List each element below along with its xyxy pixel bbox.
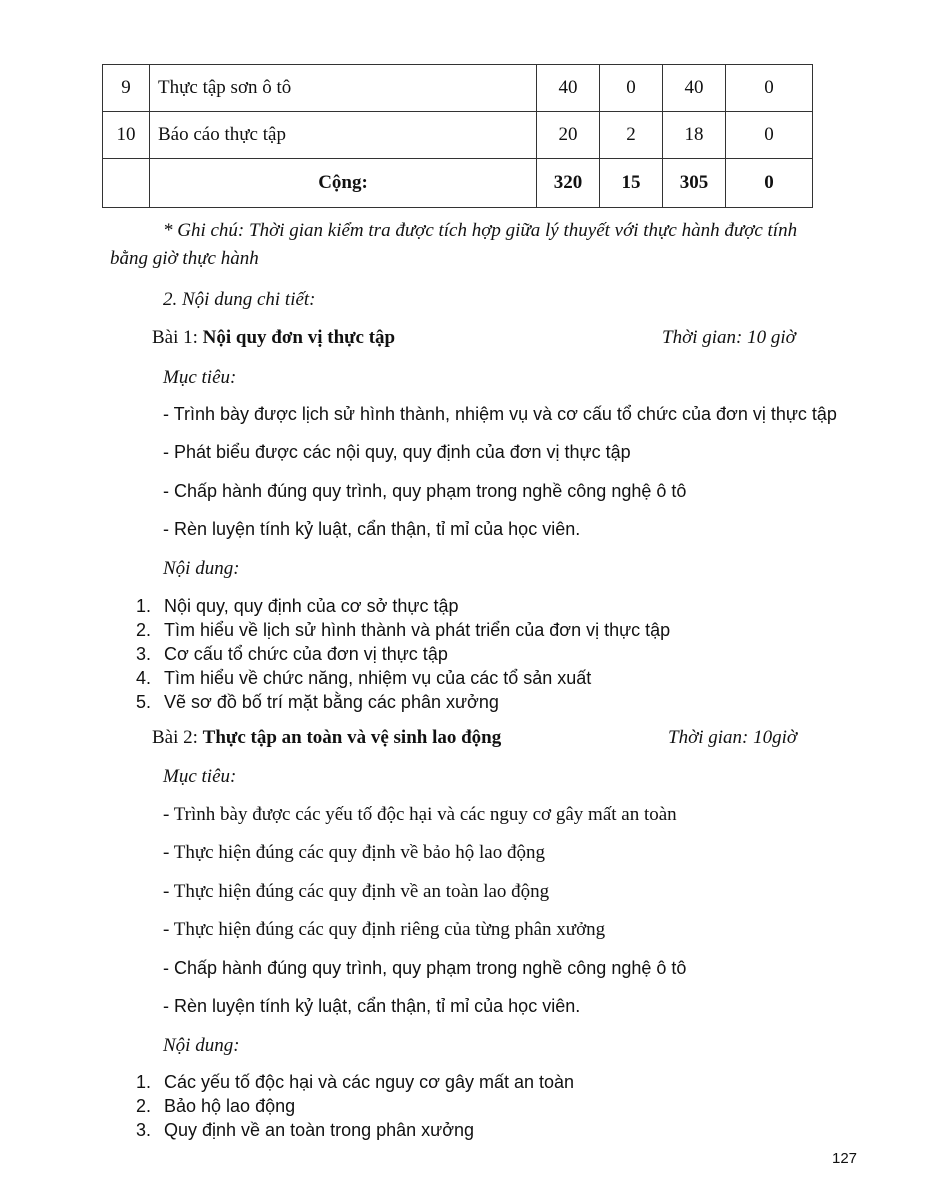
lesson-1-objective: - Phát biểu được các nội quy, quy định của đơn vị thực tập [163,442,631,462]
note-line-2: bằng giờ thực hành [110,248,259,269]
lesson-2-time: Thời gian: 10giờ [668,727,798,748]
item-text: Vẽ sơ đồ bố trí mặt bằng các phân xưởng [164,692,499,712]
row-number [103,159,150,208]
theory-hours-cell: 2 [600,112,663,159]
lesson-1-content-label: Nội dung: [163,558,240,579]
total-hours-cell: 20 [537,112,600,159]
list-item [136,594,670,618]
list-item [136,690,670,714]
list-item [136,1070,574,1094]
item-text: Cơ cấu tổ chức của đơn vị thực tập [164,644,448,664]
row-number: 9 [103,65,150,112]
practice-hours-cell: 305 [663,159,726,208]
item-number: 3. [136,644,152,664]
lesson-2-objective: - Thực hiện đúng các quy định riêng của từng phân xưởng [163,919,606,940]
lesson-2-objectives-label: Mục tiêu: [163,766,237,787]
lesson-2-heading [152,727,501,749]
item-text: Nội quy, quy định của cơ sở thực tập [164,596,459,616]
item-number: 2. [136,1096,152,1116]
list-item [136,666,670,690]
item-number: 1. [136,1072,152,1092]
item-text: Bảo hộ lao động [164,1096,296,1116]
section-heading: 2. Nội dung chi tiết: [163,289,316,310]
lesson-1-objective: - Chấp hành đúng quy trình, quy phạm trong nghề công nghệ ô tô [163,481,687,501]
table-total-row [103,159,813,208]
table-row [103,65,813,112]
lesson-1-prefix: Bài 1: [152,327,203,348]
practice-hours-cell: 18 [663,112,726,159]
page-number: 127 [832,1150,858,1167]
lesson-2-content-list [136,1070,574,1142]
item-number: 5. [136,692,152,712]
test-hours-cell: 0 [726,159,813,208]
table-row [103,112,813,159]
hours-table [102,64,813,208]
lesson-2-objective: - Chấp hành đúng quy trình, quy phạm trong nghề công nghệ ô tô [163,958,687,978]
test-hours-cell: 0 [726,65,813,112]
item-number: 4. [136,668,152,688]
item-number: 2. [136,620,152,640]
lesson-2-objective: - Rèn luyện tính kỷ luật, cẩn thận, tỉ mỉ của học viên. [163,996,581,1016]
item-text: Tìm hiểu về chức năng, nhiệm vụ của các tổ sản xuất [164,668,592,688]
lesson-2-content-label: Nội dung: [163,1035,240,1056]
list-item [136,642,670,666]
lesson-2-objective: - Thực hiện đúng các quy định về an toàn lao động [163,881,550,902]
lesson-1-objective: - Trình bày được lịch sử hình thành, nhiệm vụ và cơ cấu tổ chức của đơn vị thực tập [163,404,837,424]
row-name: Báo cáo thực tập [150,112,537,159]
test-hours-cell: 0 [726,112,813,159]
list-item [136,618,670,642]
theory-hours-cell: 0 [600,65,663,112]
note-line-1: * Ghi chú: Thời gian kiểm tra được tích hợp giữa lý thuyết với thực hành được tính [163,220,798,241]
practice-hours-cell: 40 [663,65,726,112]
lesson-2-objective: - Trình bày được các yếu tố độc hại và các nguy cơ gây mất an toàn [163,804,677,825]
lesson-1-time: Thời gian: 10 giờ [662,327,796,348]
lesson-1-objectives-label: Mục tiêu: [163,367,237,388]
item-number: 1. [136,596,152,616]
lesson-2-title: Thực tập an toàn và vệ sinh lao động [202,727,502,748]
row-number: 10 [103,112,150,159]
item-text: Các yếu tố độc hại và các nguy cơ gây mất an toàn [164,1072,575,1092]
lesson-2-objective: - Thực hiện đúng các quy định về bảo hộ lao động [163,842,545,863]
row-name: Thực tập sơn ô tô [150,65,537,112]
total-hours-cell: 320 [537,159,600,208]
list-item [136,1094,574,1118]
item-text: Quy định về an toàn trong phân xưởng [164,1120,475,1140]
item-text: Tìm hiểu về lịch sử hình thành và phát triển của đơn vị thực tập [164,620,671,640]
theory-hours-cell: 15 [600,159,663,208]
list-item [136,1118,574,1142]
item-number: 3. [136,1120,152,1140]
lesson-1-content-list [136,594,670,714]
lesson-2-prefix: Bài 2: [152,727,203,748]
total-label: Cộng: [150,159,537,208]
lesson-1-heading [152,327,395,349]
lesson-1-objective: - Rèn luyện tính kỷ luật, cẩn thận, tỉ mỉ của học viên. [163,519,581,539]
total-hours-cell: 40 [537,65,600,112]
lesson-1-title: Nội quy đơn vị thực tập [202,327,396,348]
